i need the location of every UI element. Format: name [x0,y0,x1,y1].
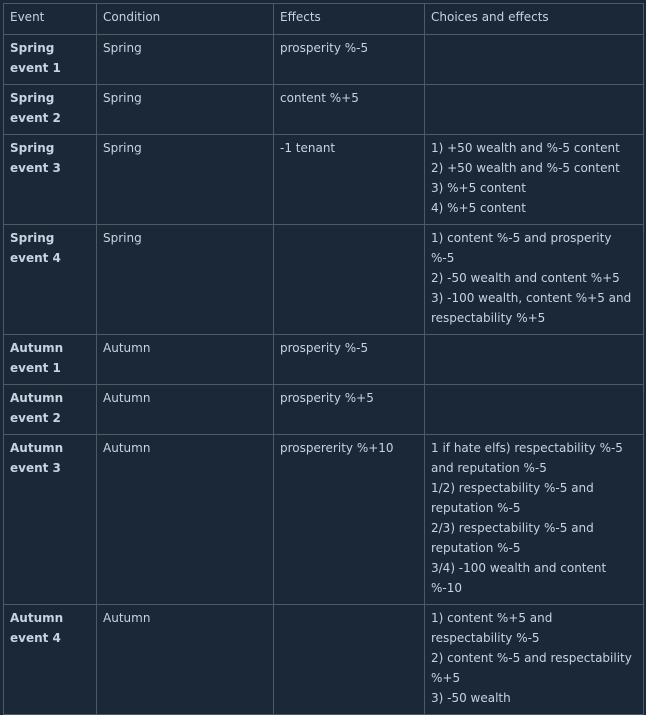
choice-item: 2) content %-5 and respectability %+5 [431,651,632,685]
column-header-event: Event [4,4,97,35]
table-row [4,435,644,605]
event-name: Autumn event 1 [4,335,97,385]
event-effects [274,225,425,335]
event-condition: Spring [97,35,274,85]
choice-item: 3) -100 wealth, content %+5 and respectability %+5 [431,291,632,325]
table-row [4,85,644,135]
event-name: Autumn event 2 [4,385,97,435]
choice-item: 2) +50 wealth and %-5 content [431,161,620,175]
choice-item: 4) %+5 content [431,201,526,215]
table-body [4,35,644,715]
column-header-choices: Choices and effects [425,4,644,35]
table-row [4,335,644,385]
column-header-effects: Effects [274,4,425,35]
event-effects: prospererity %+10 [274,435,425,605]
event-condition: Autumn [97,385,274,435]
event-name: Spring event 2 [4,85,97,135]
event-effects [274,605,425,715]
event-choices [425,605,644,715]
events-table [3,3,644,715]
event-choices [425,225,644,335]
event-condition: Autumn [97,335,274,385]
choice-item: 1 if hate elfs) respectability %-5 and reputation %-5 [431,441,623,475]
table-row [4,605,644,715]
event-name: Spring event 1 [4,35,97,85]
event-choices [425,85,644,135]
choice-item: 1) content %-5 and prosperity %-5 [431,231,612,265]
event-choices [425,385,644,435]
event-choices [425,435,644,605]
event-condition: Spring [97,85,274,135]
choice-item: 3) %+5 content [431,181,526,195]
event-effects: prosperity %+5 [274,385,425,435]
event-condition: Spring [97,225,274,335]
event-choices [425,335,644,385]
choice-item: 2) -50 wealth and content %+5 [431,271,620,285]
event-choices [425,135,644,225]
event-effects: content %+5 [274,85,425,135]
choice-item: 3) -50 wealth [431,691,511,705]
table-row [4,135,644,225]
table-row [4,225,644,335]
event-name: Spring event 4 [4,225,97,335]
table-header-row [4,4,644,35]
event-name: Autumn event 4 [4,605,97,715]
event-name: Autumn event 3 [4,435,97,605]
choice-item: 3/4) -100 wealth and content %-10 [431,561,607,595]
event-effects: prosperity %-5 [274,335,425,385]
table-row [4,385,644,435]
event-name: Spring event 3 [4,135,97,225]
column-header-condition: Condition [97,4,274,35]
table-row [4,35,644,85]
event-condition: Autumn [97,435,274,605]
event-effects: prosperity %-5 [274,35,425,85]
event-choices [425,35,644,85]
event-condition: Spring [97,135,274,225]
event-condition: Autumn [97,605,274,715]
event-effects: -1 tenant [274,135,425,225]
choice-item: 2/3) respectability %-5 and reputation %-5 [431,521,594,555]
choice-item: 1) content %+5 and respectability %-5 [431,611,553,645]
choice-item: 1) +50 wealth and %-5 content [431,141,620,155]
choice-item: 1/2) respectability %-5 and reputation %-5 [431,481,594,515]
